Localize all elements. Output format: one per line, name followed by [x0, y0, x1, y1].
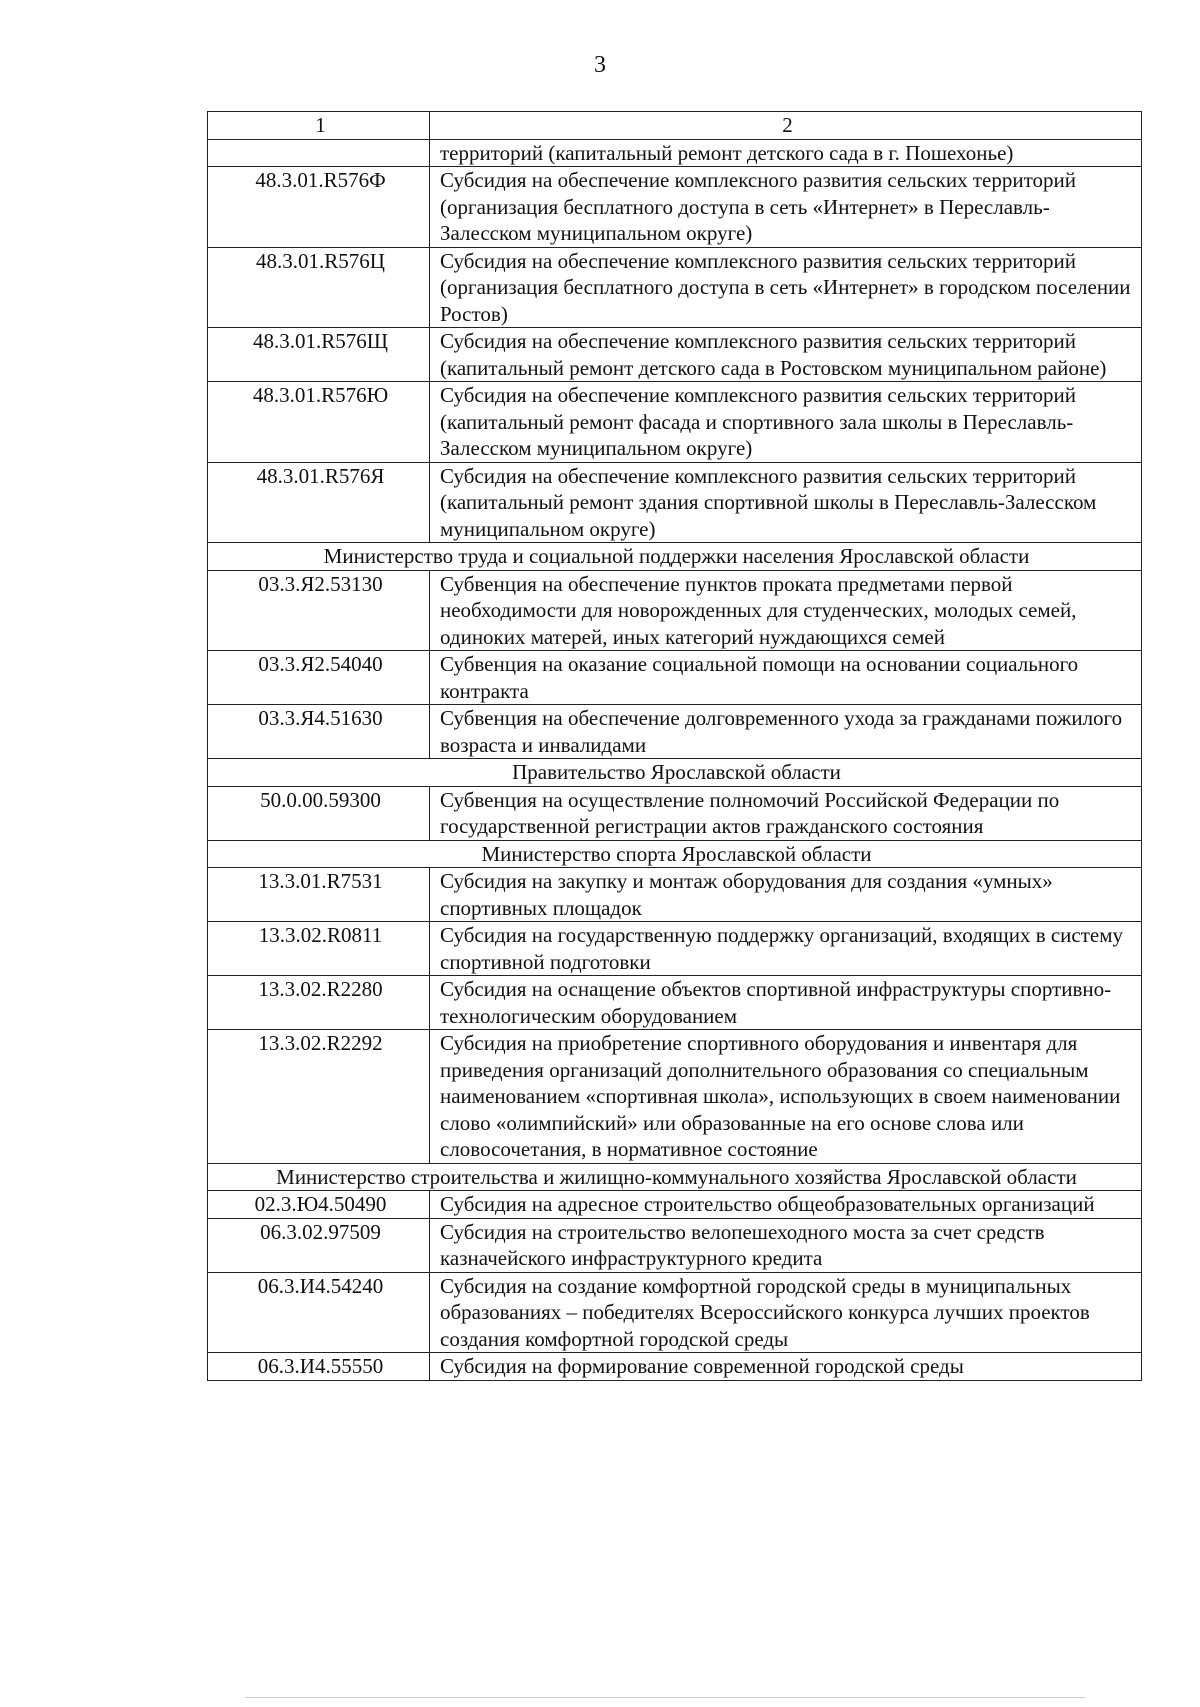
section-title: Министерство строительства и жилищно-коммунального хозяйства Ярославской области	[208, 1163, 1142, 1191]
expense-description: Субсидия на государственную поддержку организаций, входящих в систему спортивной подготовки	[430, 922, 1142, 976]
table-row	[208, 382, 1142, 463]
classification-code: 13.3.02.R2280	[208, 976, 430, 1030]
scan-artifact-line	[245, 1697, 1085, 1698]
table-header-row	[208, 112, 1142, 140]
expense-description: Субсидия на строительство велопешеходного моста за счет средств казначейского инфраструктурного кредита	[430, 1218, 1142, 1272]
classification-code: 50.0.00.59300	[208, 786, 430, 840]
table-row	[208, 139, 1142, 167]
table-row	[208, 1353, 1142, 1381]
classification-code: 06.3.И4.54240	[208, 1272, 430, 1353]
table-row	[208, 570, 1142, 651]
section-header-row	[208, 543, 1142, 571]
table-row	[208, 786, 1142, 840]
table-row	[208, 462, 1142, 543]
table-row	[208, 1272, 1142, 1353]
table-row	[208, 167, 1142, 248]
table-row	[208, 247, 1142, 328]
expense-description: Субсидия на обеспечение комплексного развития сельских территорий (капитальный ремонт детского сада в Ростовском муниципальном районе)	[430, 328, 1142, 382]
table-row	[208, 976, 1142, 1030]
section-header-row	[208, 840, 1142, 868]
classification-code: 03.3.Я4.51630	[208, 705, 430, 759]
classification-code: 48.3.01.R576Я	[208, 462, 430, 543]
classification-code: 48.3.01.R576Ц	[208, 247, 430, 328]
table-row	[208, 1191, 1142, 1219]
expense-description: Субвенция на оказание социальной помощи на основании социального контракта	[430, 651, 1142, 705]
table-row	[208, 1030, 1142, 1164]
budget-classification-table	[207, 111, 1142, 1381]
section-header-row	[208, 759, 1142, 787]
expense-description: Субсидия на приобретение спортивного оборудования и инвентаря для приведения организаций дополнительного образования со специальным наименованием «спортивная школа», использующих в своем наименовании слово «олимпийский» или образованные на его основе слова или словосочетания, в нормативное состояние	[430, 1030, 1142, 1164]
expense-description: Субсидия на формирование современной городской среды	[430, 1353, 1142, 1381]
expense-description: Субсидия на адресное строительство общеобразовательных организаций	[430, 1191, 1142, 1219]
table-row	[208, 705, 1142, 759]
expense-description: Субвенция на обеспечение долговременного ухода за гражданами пожилого возраста и инвалидами	[430, 705, 1142, 759]
expense-description: Субсидия на обеспечение комплексного развития сельских территорий (организация бесплатного доступа в сеть «Интернет» в городском поселении Ростов)	[430, 247, 1142, 328]
classification-code: 03.3.Я2.54040	[208, 651, 430, 705]
expense-description: Субсидия на оснащение объектов спортивной инфраструктуры спортивно-технологическим оборудованием	[430, 976, 1142, 1030]
expense-description: Субвенция на обеспечение пунктов проката предметами первой необходимости для новорожденных для студенческих, молодых семей, одиноких матерей, иных категорий нуждающихся семей	[430, 570, 1142, 651]
expense-description: Субсидия на обеспечение комплексного развития сельских территорий (организация бесплатного доступа в сеть «Интернет» в Переславль-Залесском муниципальном округе)	[430, 167, 1142, 248]
classification-code: 48.3.01.R576Ю	[208, 382, 430, 463]
expense-description: Субсидия на обеспечение комплексного развития сельских территорий (капитальный ремонт здания спортивной школы в Переславль-Залесском муниципальном округе)	[430, 462, 1142, 543]
column-number-2: 2	[430, 112, 1142, 140]
classification-code: 03.3.Я2.53130	[208, 570, 430, 651]
table-row	[208, 328, 1142, 382]
table-row	[208, 651, 1142, 705]
classification-code	[208, 139, 430, 167]
classification-code: 13.3.02.R0811	[208, 922, 430, 976]
table-row	[208, 922, 1142, 976]
expense-description: Субсидия на создание комфортной городской среды в муниципальных образованиях – победителях Всероссийского конкурса лучших проектов создания комфортной городской среды	[430, 1272, 1142, 1353]
classification-code: 13.3.01.R7531	[208, 868, 430, 922]
expense-description: Субсидия на обеспечение комплексного развития сельских территорий (капитальный ремонт фасада и спортивного зала школы в Переславль-Залесском муниципальном округе)	[430, 382, 1142, 463]
expense-description: Субвенция на осуществление полномочий Российской Федерации по государственной регистрации актов гражданского состояния	[430, 786, 1142, 840]
page-number: 3	[594, 52, 606, 78]
classification-code: 48.3.01.R576Ф	[208, 167, 430, 248]
section-title: Министерство труда и социальной поддержки населения Ярославской области	[208, 543, 1142, 571]
section-title: Министерство спорта Ярославской области	[208, 840, 1142, 868]
table-body	[208, 139, 1142, 1380]
table-row	[208, 868, 1142, 922]
classification-code: 06.3.02.97509	[208, 1218, 430, 1272]
classification-code: 13.3.02.R2292	[208, 1030, 430, 1164]
classification-code: 02.3.Ю4.50490	[208, 1191, 430, 1219]
column-number-1: 1	[208, 112, 430, 140]
section-header-row	[208, 1163, 1142, 1191]
expense-description: Субсидия на закупку и монтаж оборудования для создания «умных» спортивных площадок	[430, 868, 1142, 922]
classification-code: 48.3.01.R576Щ	[208, 328, 430, 382]
section-title: Правительство Ярославской области	[208, 759, 1142, 787]
table-row	[208, 1218, 1142, 1272]
expense-description: территорий (капитальный ремонт детского сада в г. Пошехонье)	[430, 139, 1142, 167]
classification-code: 06.3.И4.55550	[208, 1353, 430, 1381]
